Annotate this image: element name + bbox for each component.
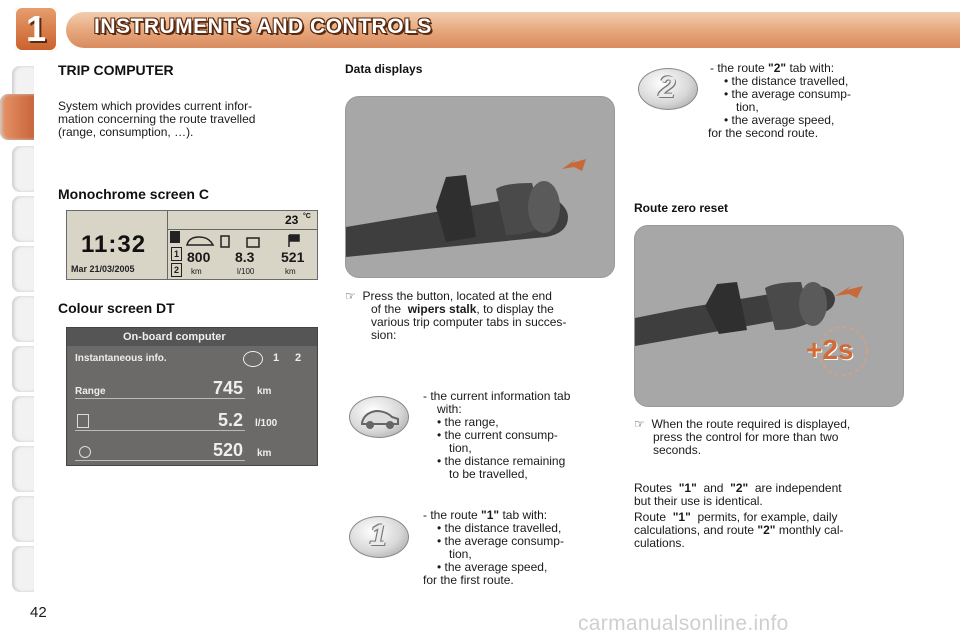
colour-heading: Colour screen DT [58, 300, 175, 316]
text-line: tion, [449, 547, 472, 561]
text-line: - the route [423, 508, 478, 522]
side-tab[interactable] [12, 446, 34, 492]
text-line: tab with: [789, 61, 835, 75]
text-line: are independent [754, 481, 842, 495]
colour-screen [66, 327, 318, 466]
intro-text [58, 100, 326, 139]
outside-temp: 23 [285, 213, 299, 227]
text-line: • the average consump- [437, 534, 564, 548]
side-tab[interactable] [12, 346, 34, 392]
text-line: with: [437, 402, 462, 416]
text-line: Press the button, located at the end [362, 289, 552, 303]
text-line: • the distance remaining [437, 454, 566, 468]
text-line: various trip computer tabs in succes- [371, 315, 567, 329]
side-tab[interactable] [12, 546, 34, 592]
consumption-value: 5.2 [217, 410, 243, 430]
intro-line: mation concerning the route travelled [58, 112, 256, 126]
flag-icon [289, 235, 299, 247]
text-line: • the average speed, [437, 560, 548, 574]
stalk-button [799, 282, 827, 326]
car-icon [350, 397, 408, 437]
text-line: • the current consump- [437, 428, 558, 442]
side-tab[interactable] [12, 146, 34, 192]
text-line: - the current information tab [423, 389, 571, 403]
bold-term: "2" [730, 481, 749, 495]
range-unit: km [257, 386, 272, 397]
section-heading: TRIP COMPUTER [58, 62, 174, 78]
tab-2-indicator: 2 [171, 263, 182, 277]
wiper-stalk-drawing [635, 226, 903, 406]
text-line: for the second route. [708, 126, 819, 140]
data-displays-heading: Data displays [345, 62, 423, 76]
intro-line: System which provides current infor- [58, 99, 253, 113]
text-line: tion, [449, 441, 472, 455]
colour-screen-title: On-board computer [123, 331, 226, 343]
route-1-text [423, 509, 616, 587]
page-title: INSTRUMENTS AND CONTROLS [94, 15, 432, 38]
side-tab[interactable] [12, 296, 34, 342]
bold-term: wipers stalk [407, 302, 477, 316]
wiper-stalk-illustration [345, 96, 615, 278]
text-line: but their use is identical. [634, 494, 763, 508]
info-tab-label: Instantaneous info. [75, 353, 167, 364]
side-tab[interactable] [12, 196, 34, 242]
press-instruction [345, 290, 615, 342]
consumption-value: 8.3 [235, 249, 255, 265]
tab-1[interactable]: 1 [273, 352, 280, 364]
distance-value: 520 [212, 440, 243, 460]
bold-term: "2" [768, 61, 787, 75]
bold-term: "1" [678, 481, 697, 495]
trip-icons [185, 233, 305, 249]
car-tab-badge [349, 396, 409, 438]
mono-heading: Monochrome screen C [58, 186, 209, 202]
clock-date: Mar 21/03/2005 [71, 264, 135, 274]
distance-icon [247, 238, 259, 247]
text-line: to be travelled, [449, 467, 528, 481]
divider [167, 229, 317, 230]
unit-label: l/100 [237, 267, 255, 276]
hold-duration-label: +2s [806, 334, 854, 365]
route-1-number: 1 [369, 519, 387, 552]
car-icon-tab [170, 231, 180, 243]
text-line: permits, for example, daily [697, 510, 838, 524]
wiper-stalk-drawing [346, 97, 614, 277]
bold-term: "1" [672, 510, 691, 524]
text-line: of the [371, 302, 402, 316]
divider [167, 211, 168, 279]
car-tab-icon [243, 351, 263, 367]
text-line: Route [634, 510, 667, 524]
text-line: calculations, and route [634, 523, 755, 537]
distance-icon [79, 446, 91, 458]
distance-unit: km [257, 448, 272, 459]
text-line: press the control for more than two [653, 430, 839, 444]
text-line: Routes [634, 481, 673, 495]
row-underline [75, 460, 245, 461]
clock-time: 11:32 [81, 231, 147, 258]
route-2-number: 2 [658, 71, 676, 104]
arrow-icon [835, 286, 863, 298]
watermark: carmanualsonline.info [578, 612, 789, 635]
row-underline [75, 398, 245, 399]
unit-label: km [285, 267, 296, 276]
text-line: • the distance travelled, [724, 74, 849, 88]
side-tab[interactable] [12, 396, 34, 442]
text-line: culations. [634, 536, 685, 550]
side-tab-active[interactable] [0, 94, 34, 140]
bold-term: "2" [757, 523, 776, 537]
chapter-number: 1 [25, 8, 47, 49]
route-2-text [710, 62, 904, 140]
tab-1-indicator: 1 [171, 247, 182, 261]
fuel-icon [77, 414, 89, 428]
text-line: seconds. [653, 443, 702, 457]
tab-2[interactable]: 2 [295, 352, 302, 364]
page-number: 42 [30, 604, 47, 621]
route-use-note [634, 511, 904, 550]
fuel-icon [221, 236, 229, 247]
text-line: sion: [371, 328, 397, 342]
monochrome-screen [66, 210, 318, 280]
unit-label: km [191, 267, 202, 276]
text-line: • the range, [437, 415, 499, 429]
text-line: tion, [736, 100, 759, 114]
current-info-text [423, 390, 616, 481]
text-line: When the route required is displayed, [651, 417, 851, 431]
bold-term: "1" [481, 508, 500, 522]
text-line: monthly cal- [778, 523, 844, 537]
arrow-icon [562, 159, 586, 171]
text-line: and [703, 481, 724, 495]
routes-note [634, 482, 904, 508]
text-line: • the average consump- [724, 87, 851, 101]
consumption-unit: l/100 [255, 418, 278, 429]
row-underline [75, 430, 245, 431]
intro-line: (range, consumption, …). [58, 125, 194, 139]
text-line: , to display the [476, 302, 554, 316]
car-icon [187, 237, 213, 245]
range-value: 800 [187, 249, 211, 265]
text-line: for the first route. [423, 573, 514, 587]
route-reset-heading: Route zero reset [634, 201, 729, 215]
stalk-button [528, 181, 560, 233]
route-reset-illustration [634, 225, 904, 407]
range-label: Range [75, 386, 106, 397]
text-line: - the route [710, 61, 765, 75]
side-tab[interactable] [12, 246, 34, 292]
hand-icon: ☞ [345, 289, 356, 303]
text-line: • the distance travelled, [437, 521, 562, 535]
temp-unit: °C [303, 213, 311, 220]
reset-instruction [634, 418, 904, 457]
distance-value: 521 [281, 249, 305, 265]
range-value: 745 [212, 378, 243, 398]
text-line: tab with: [502, 508, 548, 522]
side-tab[interactable] [12, 496, 34, 542]
text-line: • the average speed, [724, 113, 835, 127]
hand-icon: ☞ [634, 417, 645, 431]
